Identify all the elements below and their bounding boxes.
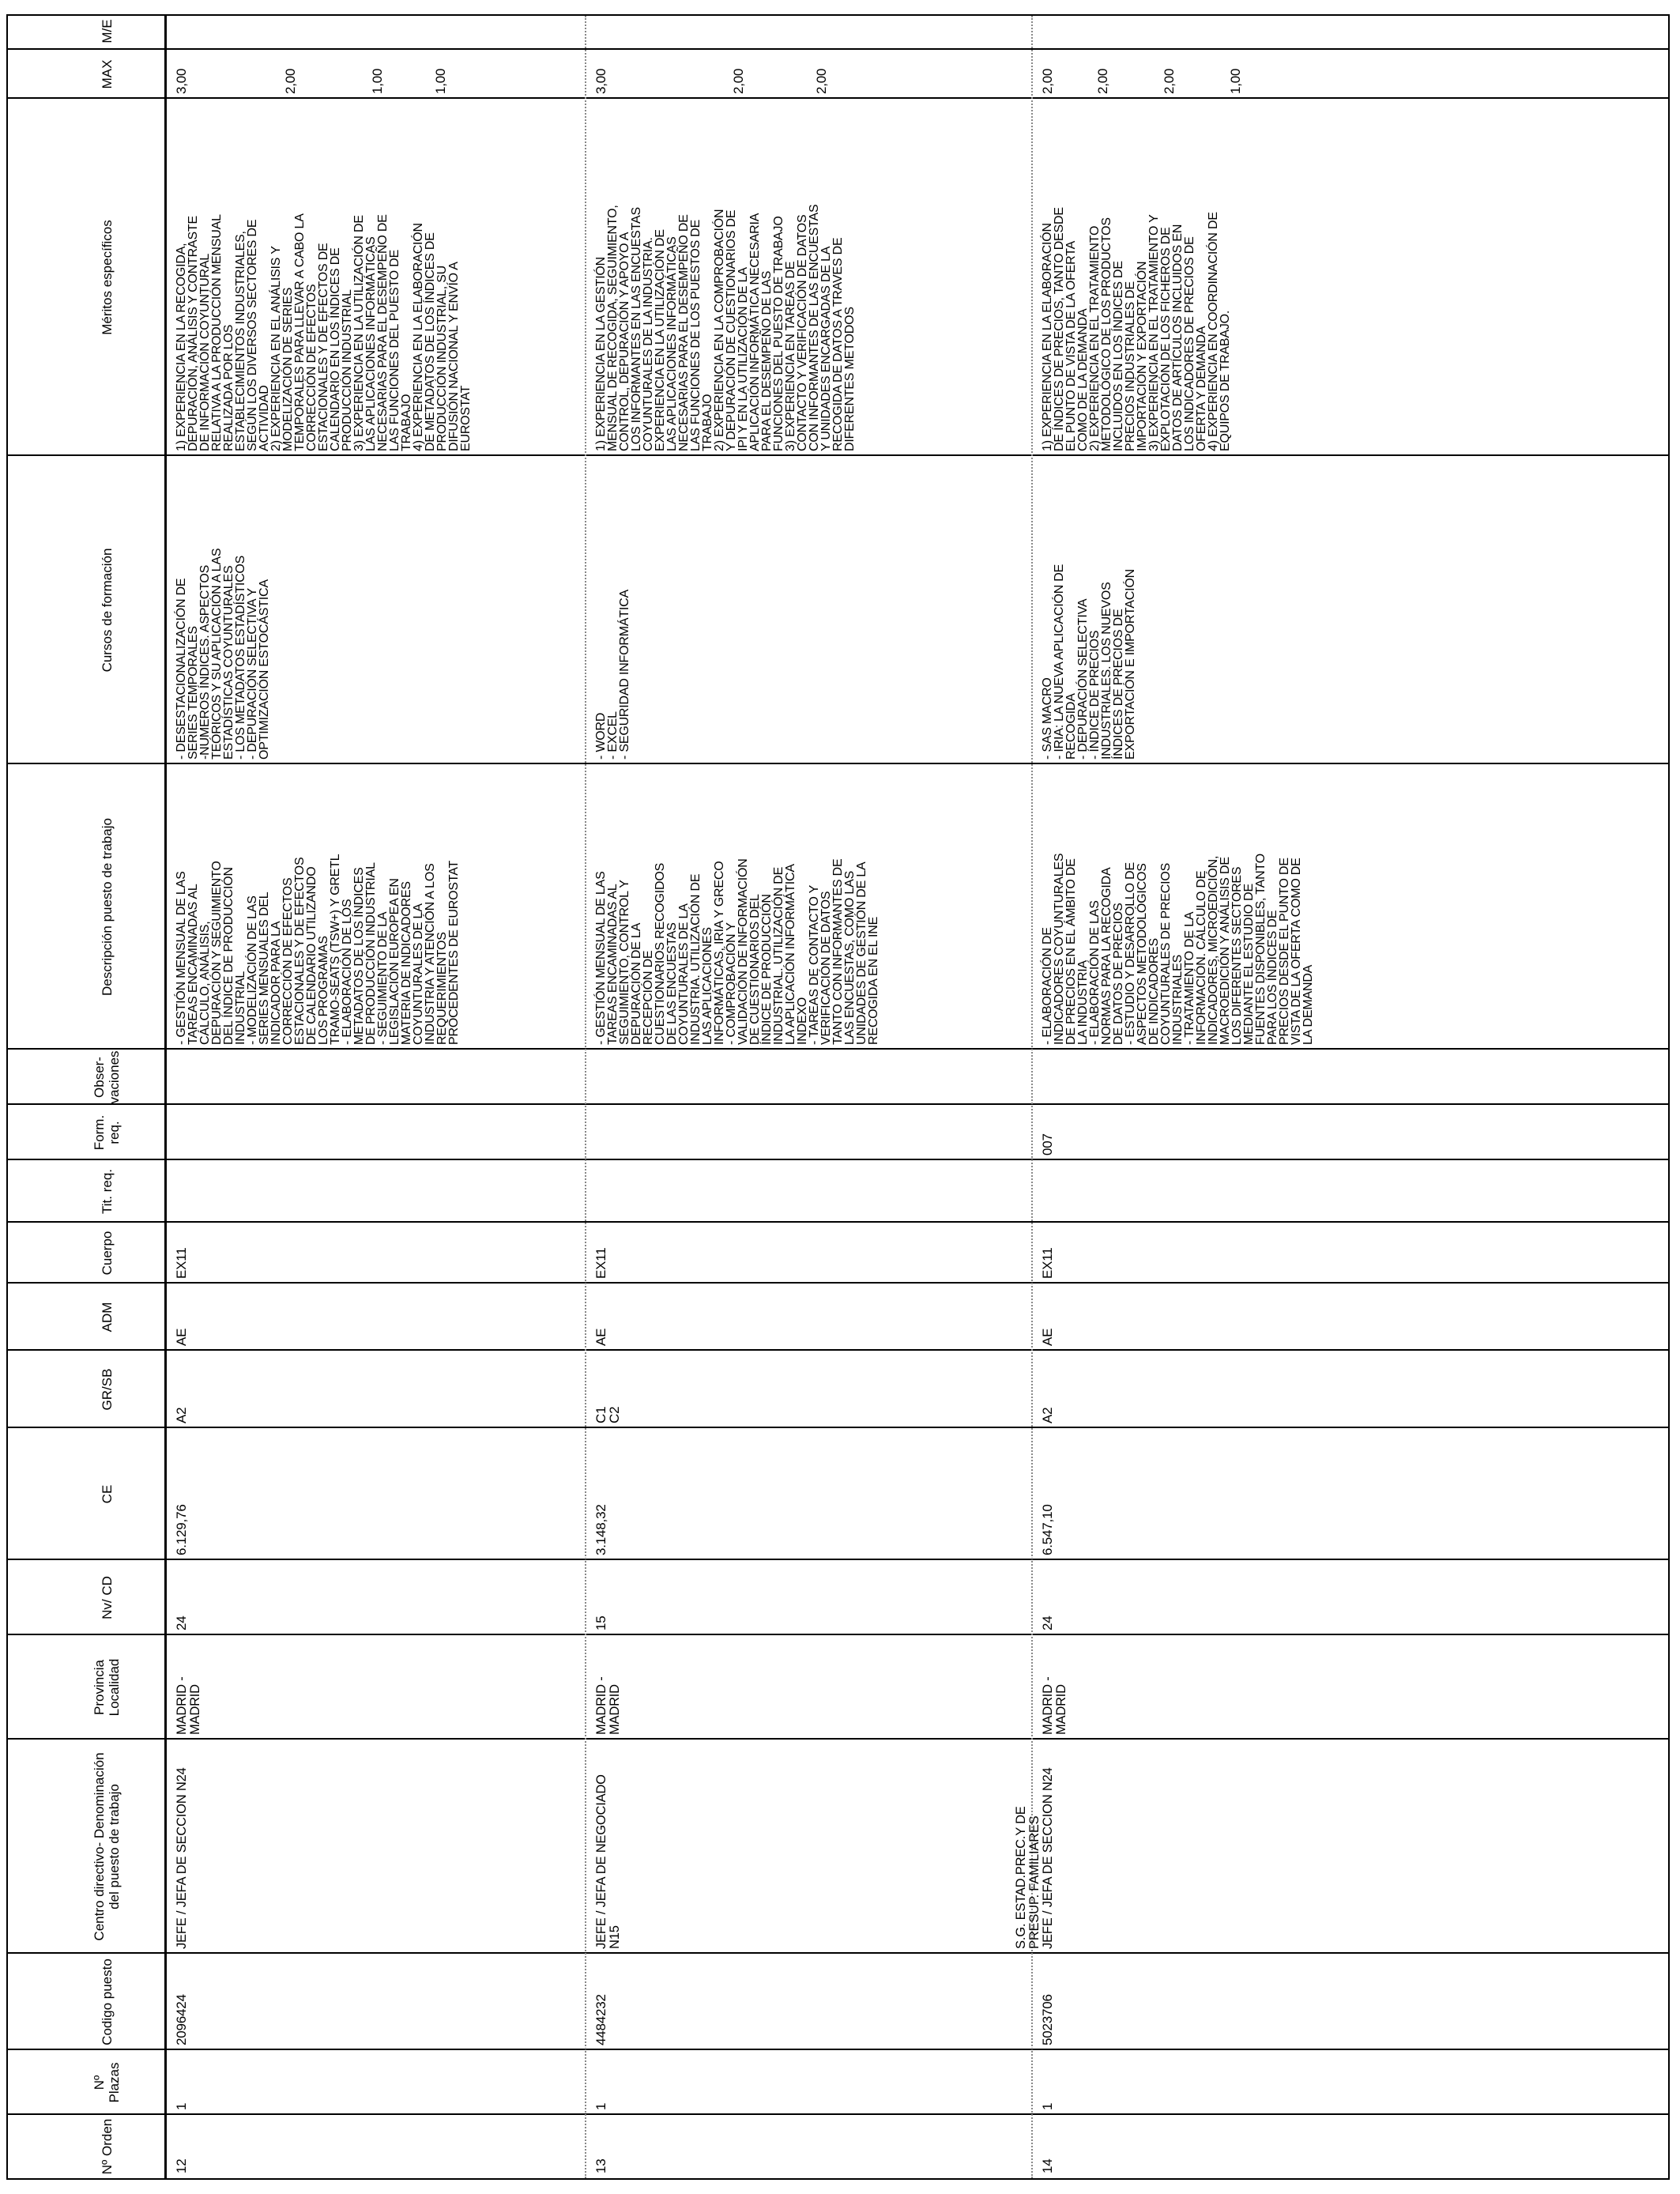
header-orden: Nº Orden — [99, 2118, 115, 2175]
cell-centro: JEFE / JEFA DE SECCION N24 — [175, 1767, 189, 1949]
cell-cursos: - DESESTACIONALIZACIÓN DE SERIES TEMPORALES -NUMEROS ÍNDICES. ASPECTOS TEÓRICOS Y SU APLICACIÓN A LAS ESTADÍSTICAS COYUNTURALES - LOS METADATOS ESTADÍSTICOS - DEPURACIÓN SELECTIVA Y OPTIMIZACIÓN ESTOCÁSTICA — [175, 548, 271, 760]
cell-codigo: 4484232 — [593, 1994, 608, 2045]
cell-provincia: MADRID - MADRID — [1041, 1676, 1068, 1735]
cell-nivel: 15 — [593, 1615, 608, 1630]
cell-max-1: 3,00 — [174, 68, 189, 94]
header-plazas: Nº Plazas — [92, 2062, 122, 2103]
header-grupo: GR/SB — [99, 1368, 115, 1411]
header-centro: Centro directivo- Denominación del puesto de trabajo — [92, 1752, 122, 1941]
column-divider — [8, 1738, 1668, 1740]
cell-adm: AE — [593, 1328, 608, 1346]
cell-adm: AE — [1040, 1328, 1055, 1346]
column-divider — [8, 1159, 1668, 1160]
cell-descripcion: - GESTIÓN MENSUAL DE LAS TAREAS ENCAMINADAS AL CÁLCULO, ANÁLISIS, DEPURACIÓN Y SEGUIMIENTO DEL ÍNDICE DE PRODUCCIÓN INDUSTRIAL - MODELIZACIÓN DE LAS SERIES MENSUALES DEL INDICADOR PARA LA CORRECCIÓN DE EFECTOS ESTACIONALES Y DE EFECTOS DE CALENDARIO UTILIZANDO LOS PROGRAMAS TRAMO-SEATS (TSW+) Y GRETL - ELABORACIÓN DE LOS METADATOS DE LOS ÍNDICES DE PRODUCCIÓN INDUSTRIAL - SEGUIMIENTO DE LA LEGISLACIÓN EUROPEA EN MATERIA DE INDICADORES COYUNTURALES DE LA INDUSTRIA Y ATENCIÓN A LOS REQUERIMIENTOS PROCEDENTES DE EUROSTAT — [175, 854, 461, 1045]
header-ce: CE — [99, 1484, 115, 1504]
cell-centro-subdireccion: S.G. ESTAD.PREC.Y DE PRESUP. FAMILIARES — [1014, 1806, 1042, 1949]
column-divider — [8, 1634, 1668, 1635]
cell-cursos: - WORD - EXCEL - SEGURIDAD INFORMÁTICA — [594, 590, 631, 760]
cell-adm: AE — [174, 1328, 189, 1346]
cell-cuerpo: EX11 — [593, 1247, 608, 1279]
vacancy-table — [6, 14, 1670, 2180]
cell-plazas: 1 — [593, 2102, 608, 2110]
column-divider — [8, 1559, 1668, 1560]
cell-max-1: 2,00 — [1040, 68, 1055, 94]
cell-plazas: 1 — [1040, 2102, 1055, 2110]
cell-centro: JEFE / JEFA DE NEGOCIADO N15 — [594, 1774, 622, 1949]
cell-max-2: 2,00 — [1095, 68, 1110, 94]
header-meritos: Méritos específicos — [99, 220, 115, 335]
cell-max-4: 1,00 — [1228, 68, 1243, 94]
cell-descripcion: - ELABORACIÓN DE INDICADORES COYUNTURALES DE PRECIOS EN EL ÁMBITO DE LA INDUSTRIA - ELABORACIÓN DE LAS NORMAS PARA LA RECOGIDA DE DATOS DE PRECIOS - ESTUDIO Y DESARROLLO DE ASPECTOS METODOLÓGICOS DE INDICADORES COYUNTURALES DE PRECIOS INDUSTRIALES - TRATAMIENTO DE LA INFORMACIÓN. CÁLCULO DE INDICADORES, MICROEDICIÓN, MACROEDICIÓN Y ANÁLISIS DE LOS DIFERENTES SECTORES MEDIANTE EL ESTUDIO DE FUENTES DISPONIBLES, TANTO PARA LOS ÍNDICES DE PRECIOS DESDE EL PUNTO DE VISTA DE LA OFERTA COMO DE LA DEMANDA — [1041, 853, 1315, 1045]
cell-codigo: 2096424 — [174, 1994, 189, 2045]
header-me: M/E — [99, 19, 115, 43]
header-adm: ADM — [99, 1302, 115, 1333]
cell-max-2: 2,00 — [731, 68, 746, 94]
header-cuerpo: Cuerpo — [99, 1231, 115, 1276]
header-obs: Obser- vaciones — [92, 1050, 122, 1104]
cell-plazas: 1 — [174, 2102, 189, 2110]
cell-max-1: 3,00 — [593, 68, 608, 94]
cell-cuerpo: EX11 — [174, 1247, 189, 1279]
cell-descripcion: - GESTIÓN MENSUAL DE LAS TAREAS ENCAMINADAS AL SEGUIMIENTO, CONTROL Y DEPURACIÓN DE LA RECEPCIÓN DE CUESTIONARIOS RECOGIDOS DE LAS ENCUESTAS COYUNTURALES DE LA INDUSTRIA. UTILIZACIÓN DE LAS APLICACIONES INFORMÁTICAS, IRIA Y GRECO - COMPROBACIÓN Y VALIDACIÓN DE INFORMACIÓN DE CUESTIONARIOS DEL ÍNDICE DE PRODUCCIÓN INDUSTRIAL. UTILIZACIÓN DE LA APLICACIÓN INFORMÁTICA INDEXO - TAREAS DE CONTACTO Y VERIFICACIÓN DE DATOS TANTO CON INFORMANTES DE LAS ENCUESTAS, COMO LAS UNIDADES DE GESTIÓN DE LA RECOGIDA EN EL INE — [594, 858, 880, 1045]
cell-ce: 3.148,32 — [593, 1504, 608, 1555]
cell-ce: 6.547,10 — [1040, 1504, 1055, 1555]
column-divider — [8, 1427, 1668, 1428]
cell-nivel: 24 — [1040, 1615, 1055, 1630]
cell-grupo: C1 C2 — [593, 1406, 622, 1423]
cell-nivel: 24 — [174, 1615, 189, 1630]
row-separator — [585, 16, 586, 2178]
column-divider — [8, 1349, 1668, 1351]
cell-grupo: A2 — [1040, 1407, 1055, 1423]
cell-orden: 14 — [1040, 2158, 1055, 2173]
cell-orden: 13 — [593, 2158, 608, 2173]
header-codigo: Codigo puesto — [99, 1958, 115, 2045]
cell-provincia: MADRID - MADRID — [594, 1676, 622, 1735]
cell-orden: 12 — [174, 2158, 189, 2173]
cell-codigo: 5023706 — [1040, 1994, 1055, 2045]
cell-max-3: 2,00 — [1162, 68, 1177, 94]
header-nivel: Nv/ CD — [99, 1576, 115, 1619]
cell-ce: 6.129,76 — [174, 1504, 189, 1555]
cell-centro: JEFE / JEFA DE SECCION N24 — [1041, 1767, 1055, 1949]
header-cursos: Cursos de formación — [99, 548, 115, 673]
header-form: Form. req. — [92, 1114, 122, 1151]
cell-provincia: MADRID - MADRID — [175, 1676, 202, 1735]
cell-max-4: 1,00 — [433, 68, 448, 94]
header-descripcion: Descripción puesto de trabajo — [99, 818, 115, 996]
column-divider — [8, 48, 1668, 50]
column-divider — [8, 1103, 1668, 1105]
column-divider — [8, 1282, 1668, 1284]
column-divider — [8, 1952, 1668, 1954]
cell-meritos: 1) EXPERIENCIA EN LA ELABORACIÓN DE ÍNDICES DE PRECIOS, TANTO DESDE EL PUNTO DE VISTA DE LA OFERTA COMO DE LA DEMANDA 2) EXPERIENCIA EN EL TRATAMIENTO METODOLÓGICO DE LOS PRODUCTOS INCLUIDOS EN LOS ÍNDICES DE PRECIOS INDUSTRIALES DE IMPORTACIÓN Y EXPORTACIÓN 3) EXPERIENCIA EN EL TRATAMIENTO Y EXPLOTACIÓN DE LOS FICHEROS DE DATOS DE ARTÍCULOS INCLUIDOS EN LOS INDICADORES DE PRECIOS DE OFERTA Y DEMANDA 4) EXPERIENCIA EN COORDINACIÓN DE EQUIPOS DE TRABAJO. — [1041, 207, 1232, 451]
cell-max-3: 2,00 — [814, 68, 829, 94]
header-max: MAX — [99, 59, 115, 89]
cell-cuerpo: EX11 — [1040, 1247, 1055, 1279]
header-tit: Tit. req. — [99, 1169, 115, 1214]
column-divider — [8, 1221, 1668, 1223]
cell-meritos: 1) EXPERIENCIA EN LA RECOGIDA, DEPURACIÓN, ANÁLISIS Y CONTRASTE DE INFORMACIÓN COYUNTURAL RELATIVA A LA PRODUCCIÓN MENSUAL REALIZADA POR LOS ESTABLECIMIENTOS INDUSTRIALES, SEGÚN LOS DIVERSOS SECTORES DE ACTIVIDAD 2) EXPERIENCIA EN EL ANÁLISIS Y MODELIZACIÓN DE SERIES TEMPORALES PARA LLEVAR A CABO LA CORRECCIÓN DE EFECTOS ESTACIONALES Y DE EFECTOS DE CALENDARIO EN LOS ÍNDICES DE PRODUCCIÓN INDUSTRIAL 3) EXPERIENCIA EN LA UTILIZACIÓN DE LAS APLICACIONES INFORMÁTICAS NECESARIAS PARA EL DESEMPEÑO DE LAS FUNCIONES DEL PUESTO DE TRABAJO 4) EXPERIENCIA EN LA ELABORACIÓN DE METADATOS DE LOS ÍNDICES DE PRODUCCIÓN INDUSTRIAL, SU DIFUSIÓN NACIONAL Y ENVÍO A EUROSTAT — [175, 213, 473, 451]
column-divider — [8, 2113, 1668, 2115]
cell-cursos: - SAS MACRO - IRIA: LA NUEVA APLICACIÓN DE RECOGIDA - DEPURACIÓN SELECTIVA - ÍNDICE DE PRECIOS INDUSTRIALES. LOS NUEVOS ÍNDICES DE PRECIOS DE EXPORTACIÓN E IMPORTACIÓN — [1041, 564, 1137, 760]
cell-form: 007 — [1040, 1133, 1055, 1155]
header-provincia: Provincia Localidad — [92, 1658, 122, 1717]
cell-max-3: 1,00 — [370, 68, 385, 94]
cell-meritos: 1) EXPERIENCIA EN LA GESTIÓN MENSUAL DE RECOGIDA, SEGUIMIENTO, CONTROL, DEPURACIÓN Y APOYO A LOS INFORMANTES EN LAS ENCUESTAS COYUNTURALES DE LA INDUSTRIA. EXPERIENCIA EN LA UTILIZACIÓN DE LAS APLICACIONES INFORMÁTICAS NECESARIAS PARA EL DESEMPEÑO DE LAS FUNCIONES DE LOS PUESTOS DE TRABAJO 2) EXPERIENCIA EN LA COMPROBACIÓN Y DEPURACIÓN DE CUESTIONARIOS DE IPI Y EN LA UTILIZACIÓN DE LA APLICACIÓN INFORMÁTICA NECESARIA PARA EL DESEMPEÑO DE LAS FUNCIONES DEL PUESTO DE TRABAJO 3) EXPERIENCIA EN TAREAS DE CONTACTO Y VERIFICACIÓN DE DATOS CON INFORMANTES DE LAS ENCUESTAS Y UNIDADES ENCARGADAS DE LA RECOGIDA DE DATOS A TRAVES DE DIFERENTES METODOS — [594, 204, 857, 451]
cell-grupo: A2 — [174, 1407, 189, 1423]
column-divider — [8, 2049, 1668, 2050]
cell-max-2: 2,00 — [283, 68, 298, 94]
